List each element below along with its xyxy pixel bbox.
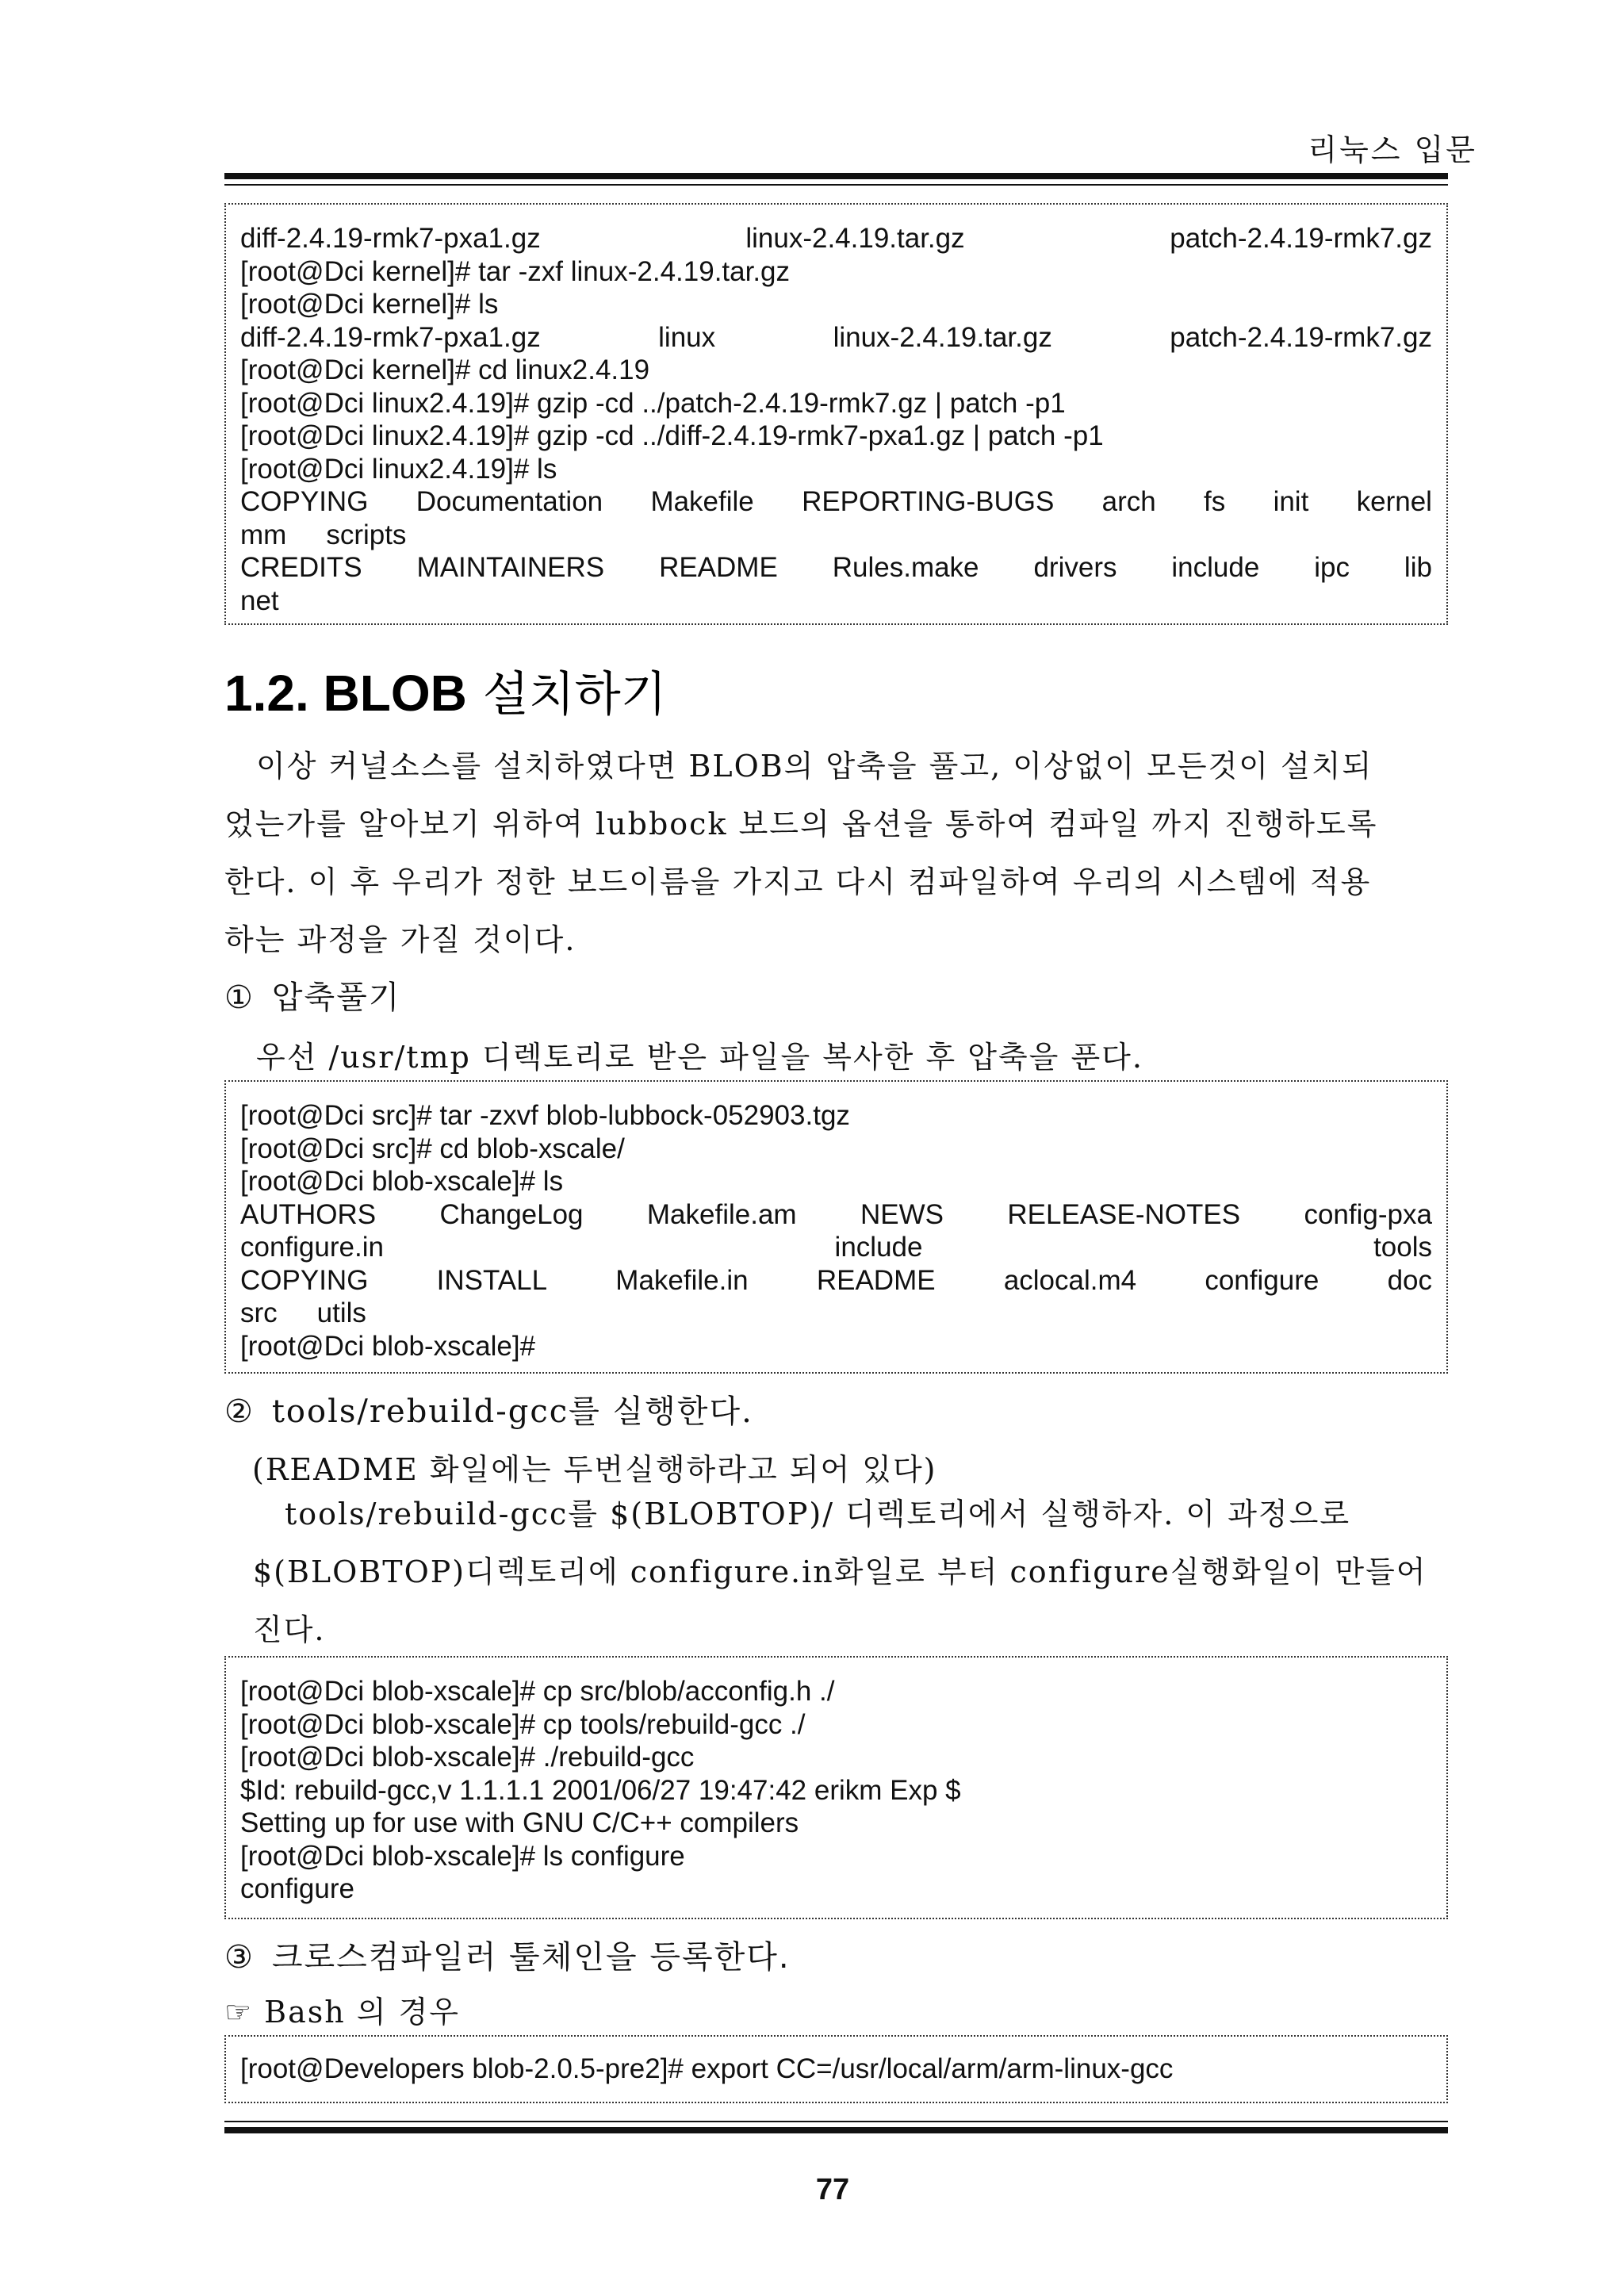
code-line [240,1774,1432,1807]
code-token: NEWS [860,1198,944,1230]
code-line [240,2053,1432,2086]
code-token: INSTALL [436,1264,548,1296]
code-line [240,1840,1432,1873]
section-number: 1.2. BLOB [224,665,467,722]
code-token: include [1171,552,1260,583]
code-token: README [659,552,778,583]
code-token: COPYING [240,486,369,517]
code-token: [root@Dci blob-xscale]# ls [240,1166,564,1197]
code-token: configure [240,1873,354,1904]
step-3-bash-label: ☞ Bash 의 경우 [224,1995,460,2030]
code-token: [root@Dci blob-xscale]# ./rebuild-gcc [240,1742,695,1773]
code-line [240,222,1432,255]
step-2-line: tools/rebuild-gcc를 $(BLOBTOP)/ 디렉토리에서 실행하자. 이 과정으로 [285,1497,1351,1531]
page-number: 77 [815,2173,850,2206]
header-title: 리눅스 입문 [1308,132,1477,167]
code-line [240,1198,1432,1232]
footer-rule [224,2127,1448,2133]
code-token: CREDITS [240,552,362,583]
code-token: Makefile [650,486,754,517]
code-token: $Id: rebuild-gcc,v 1.1.1.1 2001/06/27 19:47:42 erikm Exp $ [240,1774,961,1806]
code-token: diff-2.4.19-rmk7-pxa1.gz [240,321,541,353]
code-line [240,354,1432,387]
code-token: [root@Dci blob-xscale]# cp tools/rebuild-gcc ./ [240,1708,806,1740]
code-token: [root@Dci blob-xscale]# [240,1330,536,1362]
code-line [240,1133,1432,1166]
code-line [240,321,1432,355]
code-line [240,551,1432,585]
step-title: tools/rebuild-gcc를 실행한다. [271,1393,753,1430]
step-3-heading [224,1932,791,1977]
code-token: scripts [326,519,407,550]
code-token: drivers [1033,552,1117,583]
code-block-blob-extract [224,1080,1448,1374]
code-line [240,1708,1432,1742]
code-token: utils [316,1297,366,1328]
header-rule-thin [224,184,1448,186]
code-token: patch-2.4.19-rmk7.gz [1170,223,1432,254]
code-line [240,1165,1432,1198]
code-token: patch-2.4.19-rmk7.gz [1170,321,1432,353]
code-token: [root@Dci linux2.4.19]# gzip -cd ../patch-2.4.19-rmk7.gz | patch -p1 [240,387,1066,419]
code-token: [root@Dci kernel]# ls [240,289,499,320]
step-2-line: $(BLOBTOP)디렉토리에 configure.in화일로 부터 configure실행화일이 만들어 [253,1554,1427,1589]
step-number: ② [224,1393,255,1430]
code-block-export-cc [224,2035,1448,2103]
code-token: arch [1101,486,1156,517]
code-token: MAINTAINERS [416,552,605,583]
code-line [240,1675,1432,1708]
code-line [240,585,1432,618]
code-token: lib [1404,552,1432,583]
code-line [240,1264,1432,1297]
code-token: config-pxa [1304,1198,1432,1230]
intro-line: 이상 커널소스를 설치하였다면 BLOB의 압축을 풀고, 이상없이 모든것이 설치되 [256,749,1373,784]
code-token: fs [1204,486,1226,517]
code-line [240,387,1432,420]
code-block-lines [240,1675,1432,1906]
code-token: [root@Dci kernel]# tar -zxf linux-2.4.19.tar.gz [240,255,791,287]
code-line [240,1231,1432,1264]
code-line [240,485,1432,519]
code-token: init [1273,486,1309,517]
code-token: Makefile.in [615,1264,749,1296]
code-token: [root@Developers blob-2.0.5-pre2]# export CC=/usr/local/arm/arm-linux-gcc [240,2053,1174,2084]
step-number: ① [224,979,255,1016]
code-token: Setting up for use with GNU C/C++ compilers [240,1807,799,1838]
code-token: Documentation [416,486,603,517]
code-token: linux-2.4.19.tar.gz [745,223,965,254]
code-token: ChangeLog [439,1198,584,1230]
code-line [240,1099,1432,1133]
code-block-lines [240,1099,1432,1363]
code-token: include [834,1232,923,1263]
section-title-text: 설치하기 [482,667,667,723]
code-token: configure [1205,1264,1320,1296]
code-token: src [240,1297,278,1328]
step-1-heading [224,972,400,1018]
code-line [240,1872,1432,1906]
step-2-heading [224,1386,753,1432]
step-2-paragraph [224,1485,1448,1659]
code-token: configure.in [240,1232,384,1263]
intro-line: 었는가를 알아보기 위하여 lubbock 보드의 옵션을 통하여 컴파일 까지 진행하도록 [224,807,1378,841]
code-line [240,1807,1432,1840]
code-token: kernel [1356,486,1432,517]
code-token: README [816,1264,936,1296]
code-token: [root@Dci linux2.4.19]# ls [240,453,557,485]
step-1-description: 우선 /usr/tmp 디렉토리로 받은 파일을 복사한 후 압축을 푼다. [256,1040,1143,1075]
step-title: 크로스컴파일러 툴체인을 등록한다. [271,1939,791,1976]
code-token: [root@Dci src]# tar -zxvf blob-lubbock-052903.tgz [240,1100,850,1131]
code-line [240,255,1432,289]
code-token: Makefile.am [646,1198,797,1230]
code-token: linux-2.4.19.tar.gz [833,321,1052,353]
code-token: doc [1387,1264,1432,1296]
code-line [240,453,1432,486]
code-token: COPYING [240,1264,369,1296]
code-line [240,1741,1432,1774]
header-rule [224,173,1448,179]
code-token: aclocal.m4 [1003,1264,1137,1296]
code-token: diff-2.4.19-rmk7-pxa1.gz [240,223,541,254]
intro-line: 하는 과정을 가질 것이다. [224,922,576,957]
code-token: mm [240,519,287,550]
code-block-kernel [224,203,1448,625]
code-token: RELEASE-NOTES [1007,1198,1241,1230]
code-token: [root@Dci blob-xscale]# cp src/blob/acconfig.h ./ [240,1676,835,1707]
code-token: [root@Dci linux2.4.19]# gzip -cd ../diff-2.4.19-rmk7-pxa1.gz | patch -p1 [240,420,1104,451]
intro-paragraph [224,738,1448,969]
code-token: REPORTING-BUGS [802,486,1055,517]
step-2-note: (README 화일에는 두번실행하라고 되어 있다) [252,1452,937,1487]
code-token: [root@Dci kernel]# cd linux2.4.19 [240,355,650,385]
code-token: ipc [1314,552,1350,583]
code-token: linux [658,321,716,353]
code-token: tools [1373,1232,1432,1263]
code-token: net [240,585,279,616]
step-title: 압축풀기 [271,979,401,1016]
step-2-line: 진다. [253,1612,326,1647]
section-title [224,657,667,725]
code-line [240,519,1432,552]
intro-line: 한다. 이 후 우리가 정한 보드이름을 가지고 다시 컴파일하여 우리의 시스템에 적용 [224,864,1372,899]
code-line [240,288,1432,321]
code-token: AUTHORS [240,1198,377,1230]
code-token: [root@Dci src]# cd blob-xscale/ [240,1133,625,1164]
code-block-lines [240,2053,1432,2086]
code-block-lines [240,222,1432,617]
code-block-rebuild-gcc [224,1656,1448,1919]
footer-rule-thin [224,2121,1448,2122]
code-line [240,1297,1432,1330]
code-token: Rules.make [832,552,979,583]
code-line [240,1330,1432,1363]
code-token: [root@Dci blob-xscale]# ls configure [240,1840,685,1872]
step-number: ③ [224,1939,255,1976]
code-line [240,420,1432,453]
